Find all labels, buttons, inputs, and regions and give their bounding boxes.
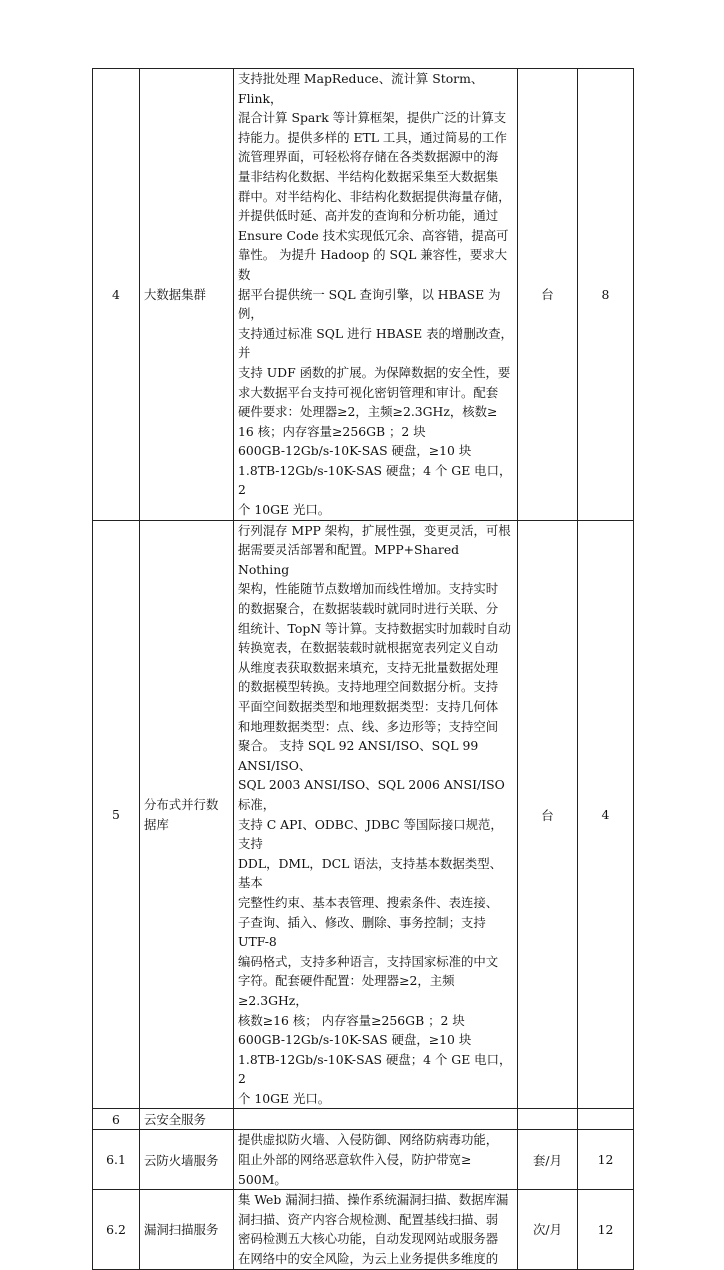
item-name: 分布式并行数 据库	[140, 520, 234, 1109]
item-unit: 台	[518, 69, 578, 521]
item-number: 6.2	[93, 1190, 140, 1269]
item-quantity: 12	[578, 1130, 634, 1190]
table-row	[93, 1109, 634, 1130]
table-row	[93, 1130, 634, 1190]
item-description: 行列混存 MPP 架构，扩展性强，变更灵活，可根 据需要灵活部署和配置。MPP+Shared Nothing 架构，性能随节点数增加而线性增加。支持实时 的数据聚合，在数据装载时就同时进行关联、分 组统计、TopN 等计算。支持数据实时加载时自动 转换宽表，在数据装载时就根据宽表列定义自动 从维度表获取数据来填充，支持无批量数据处理 的数据模型转换。支持地理空间数据分析。支持 平面空间数据类型和地理数据类型：支持几何体 和地理数据类型：点、线、多边形等；支持空间 聚合。 支持 SQL 92 ANSI/ISO、SQL 99 ANSI/ISO、 SQL 2003 ANSI/ISO、SQL 2006 ANSI/ISO 标准， 支持 C API、ODBC、JDBC 等国际接口规范，支持 DDL，DML，DCL 语法，支持基本数据类型、基本 完整性约束、基本表管理、搜索条件、表连接、 子查询、插入、修改、删除、事务控制；支持 UTF-8 编码格式，支持多种语言，支持国家标准的中文 字符。配套硬件配置：处理器≥2，主频≥2.3GHz， 核数≥16 核； 内存容量≥256GB ；2 块 600GB-12Gb/s-10K-SAS 硬盘，≥10 块 1.8TB-12Gb/s-10K-SAS 硬盘；4 个 GE 电口，2 个 10GE 光口。	[234, 520, 518, 1109]
item-description	[234, 1109, 518, 1130]
table-row	[93, 1190, 634, 1269]
item-name: 大数据集群	[140, 69, 234, 521]
item-quantity: 8	[578, 69, 634, 521]
item-quantity	[578, 1109, 634, 1130]
table-row	[93, 520, 634, 1109]
item-name: 云安全服务	[140, 1109, 234, 1130]
item-name: 云防火墙服务	[140, 1130, 234, 1190]
item-number: 6	[93, 1109, 140, 1130]
item-unit: 套/月	[518, 1130, 578, 1190]
item-unit: 台	[518, 520, 578, 1109]
item-unit: 次/月	[518, 1190, 578, 1269]
item-unit	[518, 1109, 578, 1130]
item-number: 6.1	[93, 1130, 140, 1190]
item-description: 支持批处理 MapReduce、流计算 Storm、Flink， 混合计算 Spark 等计算框架，提供广泛的计算支 持能力。提供多样的 ETL 工具，通过简易的工作 流管理界面，可轻松将存储在各类数据源中的海 量非结构化数据、半结构化数据采集至大数据集 群中。对半结构化、非结构化数据提供海量存储， 并提供低时延、高并发的查询和分析功能，通过 Ensure Code 技术实现低冗余、高容错，提高可 靠性。 为提升 Hadoop 的 SQL 兼容性，要求大数 据平台提供统一 SQL 查询引擎，以 HBASE 为例， 支持通过标准 SQL 进行 HBASE 表的增删改查，并 支持 UDF 函数的扩展。为保障数据的安全性，要 求大数据平台支持可视化密钥管理和审计。配套 硬件要求：处理器≥2，主频≥2.3GHz，核数≥ 16 核；内存容量≥256GB ；2 块 600GB-12Gb/s-10K-SAS 硬盘，≥10 块 1.8TB-12Gb/s-10K-SAS 硬盘；4 个 GE 电口，2 个 10GE 光口。	[234, 69, 518, 521]
item-description: 提供虚拟防火墙、入侵防御、网络防病毒功能， 阻止外部的网络恶意软件入侵，防护带宽≥ 500M。	[234, 1130, 518, 1190]
item-description: 集 Web 漏洞扫描、操作系统漏洞扫描、数据库漏 洞扫描、资产内容合规检测、配置基线扫描、弱 密码检测五大核心功能，自动发现网站或服务器 在网络中的安全风险，为云上业务提供多维度的	[234, 1190, 518, 1269]
item-quantity: 4	[578, 520, 634, 1109]
item-number: 5	[93, 520, 140, 1109]
item-quantity: 12	[578, 1190, 634, 1269]
item-number: 4	[93, 69, 140, 521]
table-row	[93, 69, 634, 521]
item-name: 漏洞扫描服务	[140, 1190, 234, 1269]
spec-table	[92, 68, 634, 1270]
